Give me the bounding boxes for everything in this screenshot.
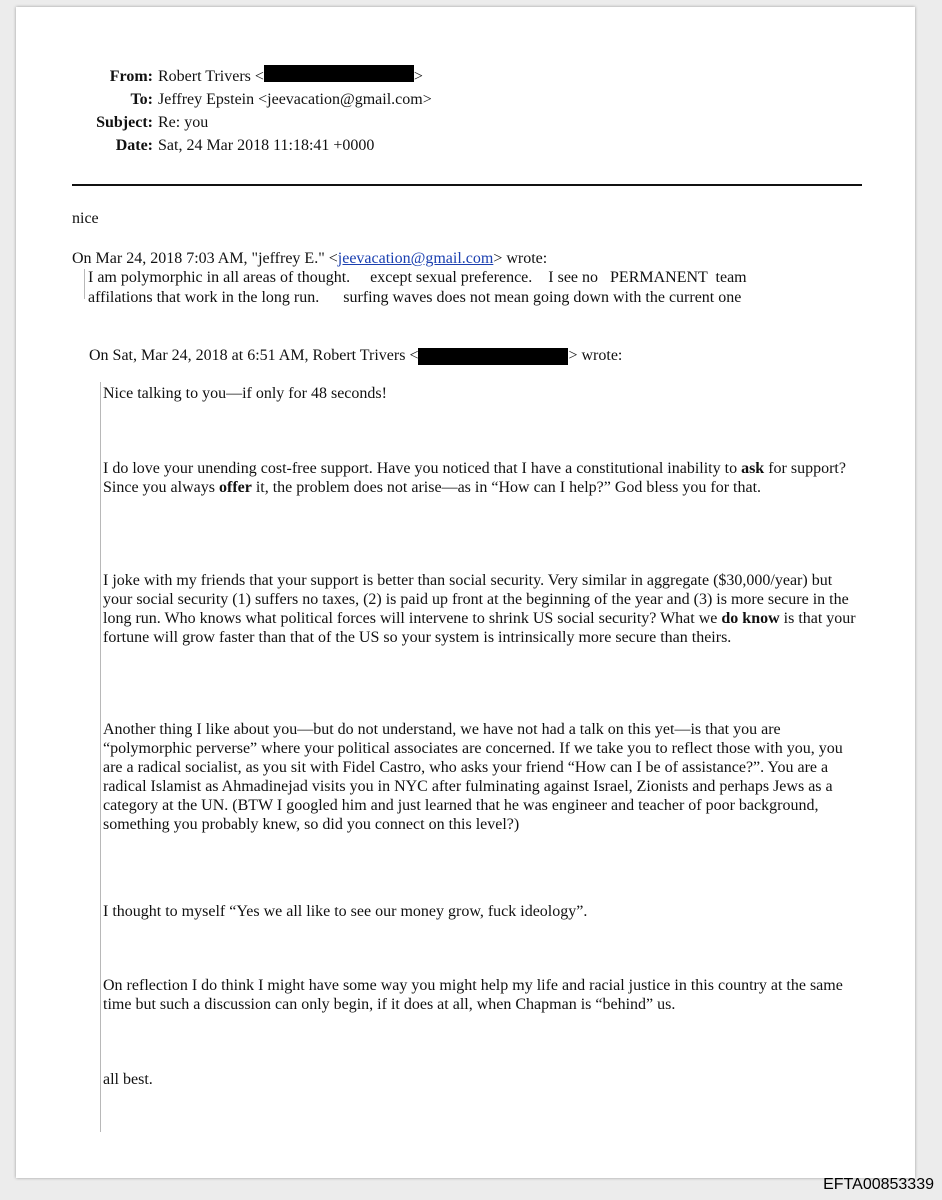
date-row <box>52 134 452 157</box>
quote2-paragraph-4 <box>103 720 863 834</box>
quote1-attr-prefix: On Mar 24, 2018 7:03 AM, "jeffrey E." < <box>72 250 338 267</box>
text-run: it, the problem does not arise—as in “How can I help?” God bless you for that. <box>251 479 762 496</box>
to-row <box>52 88 452 111</box>
to-value: Jeffrey Epstein <jeevacation@gmail.com> <box>158 91 432 108</box>
to-label: To: <box>130 91 153 108</box>
from-label: From: <box>109 68 153 85</box>
quote1-attr-suffix: > wrote: <box>493 250 548 267</box>
bates-number: EFTA00853339 <box>823 1176 934 1193</box>
quote1-line1: I am polymorphic in all areas of thought. except sexual preference. I see no PERMANENT team <box>88 269 747 286</box>
quote2-paragraph-1 <box>103 384 863 403</box>
quote2-attribution <box>89 346 622 365</box>
quote2-paragraph-3 <box>103 571 863 647</box>
paragraph-text: all best. <box>103 1071 153 1088</box>
quote2-paragraph-2 <box>103 459 863 497</box>
paragraph-text: I thought to myself “Yes we all like to see our money grow, fuck ideology”. <box>103 903 588 920</box>
header-divider <box>72 184 862 186</box>
quote1-attribution <box>72 249 547 268</box>
paragraph-text <box>103 571 863 647</box>
subject-value: Re: you <box>158 114 209 131</box>
quote1-bar <box>84 269 85 299</box>
quote2-paragraph-6 <box>103 976 863 1014</box>
email-header <box>52 65 452 157</box>
text-run: I do love your unending cost-free support. Have you noticed that I have a constitutional inability to <box>103 460 742 477</box>
text-run: for support? Since you always <box>103 460 846 496</box>
paragraph-text <box>103 459 863 497</box>
from-close: > <box>413 68 423 85</box>
redaction-bar <box>418 348 568 365</box>
quote1-line2: affilations that work in the long run. surfing waves does not mean going down with the current one <box>88 289 742 306</box>
text-run: is that your fortune will grow faster than that of the US so your system is intrinsically more secure than theirs. <box>103 610 856 646</box>
quote2-paragraph-7 <box>103 1070 863 1089</box>
email-link[interactable]: jeevacation@gmail.com <box>337 250 494 267</box>
paragraph-text: Nice talking to you—if only for 48 seconds! <box>103 385 387 402</box>
quote2-paragraph-5 <box>103 902 863 921</box>
paragraph-text: Another thing I like about you—but do not understand, we have not had a talk on this yet—is that you are “polymorphic perverse” where your political associates are concerned. If we take you to reflect those with you, you are a radical socialist, as you sit with Fidel Castro, who asks your friend “How can I be of assistance?”. You are a radical Islamist as Ahmadinejad visits you in NYC after fulminating against Israel, Zionists and perhaps Jews as a category at the UN. (BTW I googled him and just learned that he was engineer and teacher of poor background, something you probably knew, so did you connect on this level?) <box>103 721 843 833</box>
redaction-bar <box>264 65 414 82</box>
bold-text: ask <box>741 460 765 477</box>
from-row <box>52 65 452 88</box>
date-value: Sat, 24 Mar 2018 11:18:41 +0000 <box>158 137 375 154</box>
quote2-bar <box>100 382 101 1132</box>
quote2-attr-prefix: On Sat, Mar 24, 2018 at 6:51 AM, Robert Trivers < <box>89 347 419 364</box>
bold-text: do know <box>721 610 780 627</box>
subject-row <box>52 111 452 134</box>
quote2-attr-suffix: > wrote: <box>568 347 623 364</box>
bold-text: offer <box>218 479 252 496</box>
reply-text: nice <box>72 210 99 227</box>
paragraph-text: On reflection I do think I might have some way you might help my life and racial justice in this country at the same time but such a discussion can only begin, if it does at all, when Chapman is “behind” us. <box>103 977 843 1013</box>
subject-label: Subject: <box>96 114 153 131</box>
document-page <box>16 7 915 1178</box>
from-value: Robert Trivers < <box>158 68 264 85</box>
date-label: Date: <box>115 137 153 154</box>
text-run: I joke with my friends that your support is better than social security. Very similar in aggregate ($30,000/year) but your social security (1) suffers no taxes, (2) is paid up front at the beginning of the year and (3) is more secure in the long run. Who knows what political forces will intervene to shrink US social security? What we <box>103 572 849 627</box>
